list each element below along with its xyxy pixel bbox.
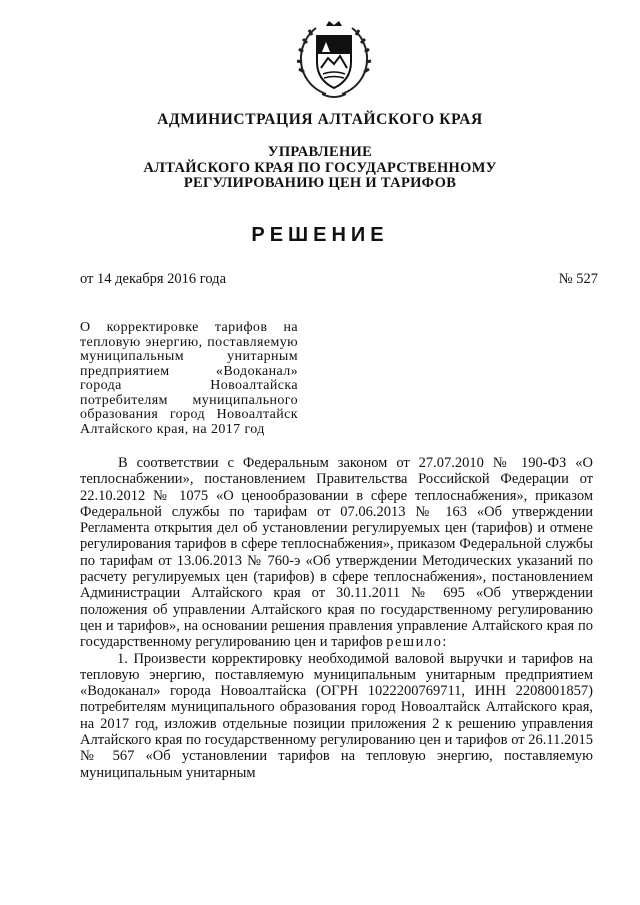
document-subject: О корректировке тарифов на тепловую энергию, поставляемую муниципальным унитарным предприятием «Водоканал» города Новоалтайска потребителям муниципального образования город Новоалтайск Алтайского края, на 2017 год [80,320,298,437]
preamble-paragraph [80,455,593,651]
document-body [80,455,593,781]
decided-word: решило: [386,634,448,651]
coat-of-arms-icon [296,18,372,100]
department-title [0,145,640,192]
department-line-2: АЛТАЙСКОГО КРАЯ ПО ГОСУДАРСТВЕННОМУ [143,159,497,176]
department-line-3: РЕГУЛИРОВАНИЮ ЦЕН И ТАРИФОВ [183,175,457,191]
department-line-1: УПРАВЛЕНИЕ [267,144,373,160]
administration-title: АДМИНИСТРАЦИЯ АЛТАЙСКОГО КРАЯ [157,111,483,128]
item-1-paragraph: 1. Произвести корректировку необходимой валовой выручки и тарифов на тепловую энергию, поставляемую муниципальным унитарным предприятием «Водоканал» города Новоалтайска (ОГРН 1022200769711, ИНН 2208001857) потребителям муниципального образования город Новоалтайск Алтайского края, на 2017 год, изложив отдельные позиции приложения 2 к решению управления Алтайского края по государственному регулированию цен и тарифов от 26.11.2015 № 567 «Об установлении тарифов на тепловую энергию, поставляемую муниципальным унитарным [80,650,593,781]
document-title: РЕШЕНИЕ [251,224,389,246]
preamble-text: В соответствии с Федеральным законом от 27.07.2010 № 190-ФЗ «О теплоснабжении», постановлением Правительства Российской Федерации от 22.10.2012 № 1075 «О ценообразовании в сфере теплоснабжения», приказом Федеральной службы по тарифам от 07.06.2013 № 163 «Об утверждении Регламента открытия дел об установлении регулируемых цен (тарифов) и отмене регулирования тарифов в сфере теплоснабжения», приказом Федеральной службы по тарифам от 13.06.2013 № 760-э «Об утверждении Методических указаний по расчету регулируемых цен (тарифов) в сфере теплоснабжения», постановлением Администрации Алтайского края от 30.11.2011 № 695 «Об утверждении положения об управлении Алтайского края по государственному регулированию цен и тарифов», на основании решения правления управление Алтайского края по государственному регулированию цен и тарифов [80,455,593,651]
document-date: от 14 декабря 2016 года [80,271,226,287]
document-number: № 527 [558,271,598,287]
